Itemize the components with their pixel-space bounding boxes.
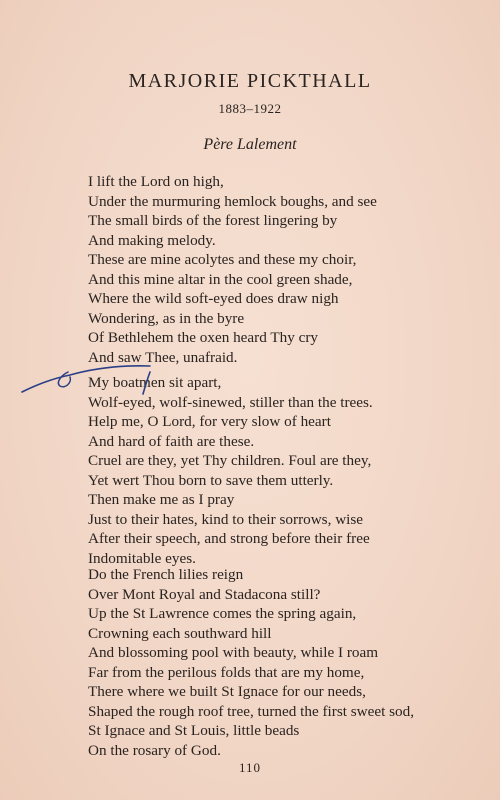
poem-line: Crowning each southward hill (88, 624, 272, 642)
poem-line: Then make me as I pray (88, 491, 235, 508)
poem-line: And blossoming pool with beauty, while I roam (88, 644, 379, 661)
author-dates: 1883–1922 (218, 101, 282, 116)
poem-line: And hard of faith are these. (88, 432, 255, 450)
poem-line: Cruel are they, yet Thy children. Foul are they, (88, 452, 372, 469)
pen-stroke-loop (58, 372, 70, 387)
poem-line: And making melody. (88, 231, 216, 249)
poem-line: Yet wert Thou born to save them utterly. (88, 471, 334, 489)
stanza-3 (88, 565, 488, 760)
poem-line: Up the St Lawrence comes the spring again, (88, 605, 357, 622)
poem-line: And this mine altar in the cool green shade, (88, 270, 353, 288)
poem-line: I lift the Lord on high, (88, 173, 224, 190)
page-number: 110 (238, 760, 262, 775)
poem-line: Over Mont Royal and Stadacona still? (88, 585, 321, 603)
poem-line: After their speech, and strong before their free (88, 530, 370, 547)
poem-line: These are mine acolytes and these my choir, (88, 251, 357, 268)
stanza-1 (88, 172, 488, 367)
poem-line: Under the murmuring hemlock boughs, and see (88, 192, 377, 210)
poem-line: Do the French lilies reign (88, 566, 244, 583)
poem-line: Shaped the rough roof tree, turned the first sweet sod, (88, 702, 415, 720)
poem-line: Wondering, as in the byre (88, 309, 245, 327)
poem-line: Of Bethlehem the oxen heard Thy cry (88, 329, 318, 346)
poem-line: Help me, O Lord, for very slow of heart (88, 413, 331, 430)
poem-line: Far from the perilous folds that are my home, (88, 663, 365, 681)
author-name: MARJORIE PICKTHALL (128, 70, 372, 92)
poem-line: There where we built St Ignace for our needs, (88, 683, 366, 700)
poem-line: On the rosary of God. (88, 741, 221, 759)
poem-line: Wolf-eyed, wolf-sinewed, stiller than the trees. (88, 393, 373, 411)
poem-line: My boatmen sit apart, (88, 374, 222, 391)
poem-line: Just to their hates, kind to their sorrows, wise (88, 510, 364, 528)
poem-line: St Ignace and St Louis, little beads (88, 722, 300, 739)
stanza-2 (88, 373, 488, 568)
poem-line: The small birds of the forest lingering by (88, 212, 338, 229)
poem-line: Indomitable eyes. (88, 549, 196, 567)
poem-line: Where the wild soft-eyed does draw nigh (88, 290, 339, 307)
poem-line: And saw Thee, unafraid. (88, 348, 238, 366)
poem-title: Père Lalement (203, 136, 297, 153)
